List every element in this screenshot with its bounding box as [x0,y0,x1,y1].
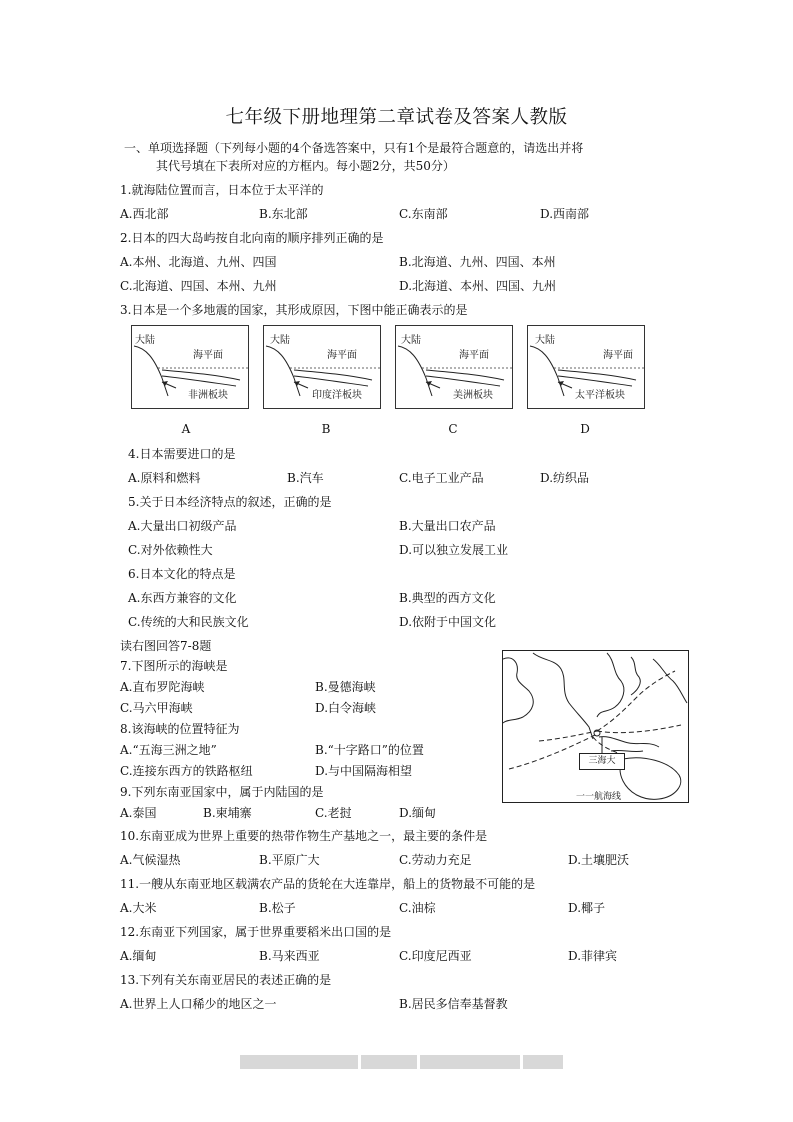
q6-stem: 6.日本文化的特点是 [128,567,236,581]
q9-stem: 9.下列东南亚国家中，属于内陆国的是 [120,785,324,799]
plate-label-c: 美洲板块 [453,390,493,401]
q5-option-a[interactable]: A.大量出口初级产品 [128,519,237,533]
q1-option-d[interactable]: D.西南部 [540,207,590,221]
q8-option-c[interactable]: C.连接东西方的铁路枢纽 [120,764,253,778]
continent-label-d: 大陆 [535,335,555,346]
q10-option-d[interactable]: D.土壤肥沃 [568,853,630,867]
southeast-asia-map [502,650,689,803]
q7-option-d[interactable]: D.白令海峡 [315,701,377,715]
q7-option-a[interactable]: A.直布罗陀海峡 [120,680,205,694]
q3-option-d[interactable]: D [580,422,590,436]
plate-diagram-c [395,325,513,409]
continent-label-c: 大陆 [401,335,421,346]
plate-label-d: 太平洋板块 [575,390,625,401]
q9-option-c[interactable]: C.老挝 [315,806,352,820]
q12-option-a[interactable]: A.缅甸 [120,949,157,963]
q3-stem: 3.日本是一个多地震的国家，其形成原因，下图中能正确表示的是 [120,303,468,317]
blurred-footer [240,1055,563,1069]
q8-option-d[interactable]: D.与中国隔海相望 [315,764,413,778]
q9-option-a[interactable]: A.泰国 [120,806,157,820]
plate-label-a: 非洲板块 [188,390,228,401]
q5-option-b[interactable]: B.大量出口农产品 [399,519,496,533]
sea-level-label-b: 海平面 [327,350,357,361]
q12-option-c[interactable]: C.印度尼西亚 [399,949,472,963]
q3-option-c[interactable]: C [448,422,458,436]
page-title: 七年级下册地理第二章试卷及答案人教版 [225,107,568,128]
q6-option-d[interactable]: D.依附于中国文化 [399,615,497,629]
q13-stem: 13.下列有关东南亚居民的表述正确的是 [120,973,332,987]
q10-option-a[interactable]: A.气候湿热 [120,853,181,867]
q11-option-b[interactable]: B.松子 [259,901,296,915]
q2-option-d[interactable]: D.北海道、本州、四国、九州 [399,279,557,293]
sea-level-label-d: 海平面 [603,350,633,361]
q4-option-b[interactable]: B.汽车 [287,471,324,485]
plate-label-b: 印度洋板块 [312,390,362,401]
q9-option-d[interactable]: D.缅甸 [399,806,437,820]
q5-stem: 5.关于日本经济特点的叙述，正确的是 [128,495,332,509]
q9-option-b[interactable]: B.柬埔寨 [203,806,252,820]
section-heading-line1: 一、单项选择题（下列每小题的4个备选答案中，只有1个是最符合题意的，请选出并将 [124,141,584,155]
q6-option-b[interactable]: B.典型的西方文化 [399,591,496,605]
q11-option-d[interactable]: D.椰子 [568,901,606,915]
q11-stem: 11.一艘从东南亚地区载满农产品的货轮在大连靠岸，船上的货物最不可能的是 [120,877,536,891]
sea-level-label-c: 海平面 [459,350,489,361]
map-legend-route: 一一航海线 [576,792,622,802]
q1-option-a[interactable]: A.西北部 [120,207,169,221]
q11-option-a[interactable]: A.大米 [120,901,157,915]
q4-stem: 4.日本需要进口的是 [128,447,236,461]
read-map-instruction: 读右图回答7-8题 [120,639,212,653]
q12-stem: 12.东南亚下列国家，属于世界重要稻米出口国的是 [120,925,392,939]
map-label-box: 三海大 [579,753,625,770]
q1-stem: 1.就海陆位置而言，日本位于太平洋的 [120,183,324,197]
q10-option-c[interactable]: C.劳动力充足 [399,853,472,867]
plate-diagram-d [527,325,645,409]
continent-label-a: 大陆 [135,335,155,346]
q4-option-c[interactable]: C.电子工业产品 [399,471,484,485]
q5-option-c[interactable]: C.对外依赖性大 [128,543,213,557]
q8-option-a[interactable]: A.“五海三洲之地” [120,743,217,757]
continent-label-b: 大陆 [270,335,290,346]
q12-option-b[interactable]: B.马来西亚 [259,949,320,963]
q8-option-b[interactable]: B.“十字路口”的位置 [315,743,424,757]
q10-option-b[interactable]: B.平原广大 [259,853,320,867]
q7-stem: 7.下图所示的海峡是 [120,659,228,673]
q13-option-b[interactable]: B.居民多信奉基督教 [399,997,508,1011]
q7-option-c[interactable]: C.马六甲海峡 [120,701,193,715]
q3-option-a[interactable]: A [181,422,191,436]
q2-option-b[interactable]: B.北海道、九州、四国、本州 [399,255,556,269]
q13-option-a[interactable]: A.世界上人口稀少的地区之一 [120,997,277,1011]
q2-option-c[interactable]: C.北海道、四国、本州、九州 [120,279,277,293]
q2-stem: 2.日本的四大岛屿按自北向南的顺序排列正确的是 [120,231,384,245]
q4-option-d[interactable]: D.纺织品 [540,471,590,485]
q2-option-a[interactable]: A.本州、北海道、九州、四国 [120,255,277,269]
q4-option-a[interactable]: A.原料和燃料 [128,471,201,485]
q3-option-b[interactable]: B [321,422,331,436]
sea-level-label-a: 海平面 [193,350,223,361]
q11-option-c[interactable]: C.油棕 [399,901,436,915]
q10-stem: 10.东南亚成为世界上重要的热带作物生产基地之一，最主要的条件是 [120,829,488,843]
plate-diagram-a [131,325,249,409]
q6-option-a[interactable]: A.东西方兼容的文化 [128,591,237,605]
q1-option-c[interactable]: C.东南部 [399,207,448,221]
q5-option-d[interactable]: D.可以独立发展工业 [399,543,509,557]
plate-diagram-b [263,325,381,409]
section-heading-line2: 其代号填在下表所对应的方框内。每小题2分，共50分） [156,159,455,173]
q6-option-c[interactable]: C.传统的大和民族文化 [128,615,249,629]
q12-option-d[interactable]: D.菲律宾 [568,949,618,963]
q8-stem: 8.该海峡的位置特征为 [120,722,240,736]
q7-option-b[interactable]: B.曼德海峡 [315,680,376,694]
q1-option-b[interactable]: B.东北部 [259,207,308,221]
